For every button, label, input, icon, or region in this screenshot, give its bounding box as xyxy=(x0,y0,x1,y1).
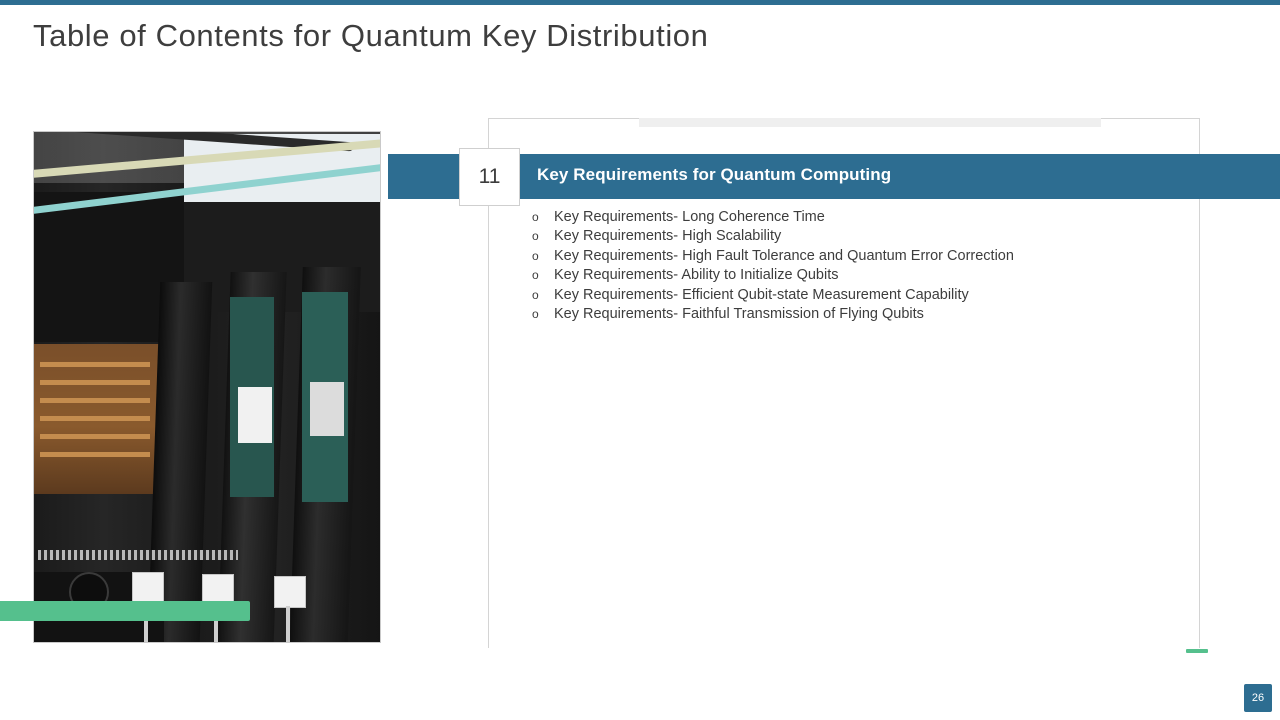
photo-brown-trace xyxy=(40,452,150,457)
section-heading: Key Requirements for Quantum Computing xyxy=(537,165,892,184)
top-accent-bar xyxy=(0,0,1280,5)
list-item-label: Key Requirements- Faithful Transmission of Flying Qubits xyxy=(554,306,924,323)
motherboard-photo xyxy=(33,131,381,643)
list-item-label: Key Requirements- Long Coherence Time xyxy=(554,209,825,225)
section-number-badge: 11 xyxy=(459,148,520,206)
circle-bullet-icon: o xyxy=(532,229,539,244)
circle-bullet-icon: o xyxy=(532,210,539,224)
green-accent-bar xyxy=(0,601,250,621)
list-item xyxy=(532,266,1192,285)
circle-bullet-icon: o xyxy=(532,307,539,322)
page-number-badge: 26 xyxy=(1244,684,1272,712)
photo-module-label xyxy=(310,382,344,436)
photo-brown-trace xyxy=(40,362,150,367)
list-item xyxy=(532,247,1192,266)
list-item xyxy=(532,227,1192,246)
photo-background xyxy=(34,132,380,642)
list-item-label: Key Requirements- High Fault Tolerance and Quantum Error Correction xyxy=(554,247,1014,264)
photo-brown-trace xyxy=(40,434,150,439)
top-accent-bar-inner xyxy=(0,0,1280,3)
list-item xyxy=(532,305,1192,324)
content-shadow-strip xyxy=(639,118,1101,127)
photo-brown-trace xyxy=(40,380,150,385)
circle-bullet-icon: o xyxy=(532,287,539,302)
photo-module-label xyxy=(238,387,272,443)
photo-jumper xyxy=(132,572,164,604)
list-item-label: Key Requirements- Efficient Qubit-state Measurement Capability xyxy=(554,286,969,303)
list-item-label: Key Requirements- High Scalability xyxy=(554,228,782,245)
list-item xyxy=(532,286,1192,305)
photo-jumper xyxy=(274,576,306,608)
photo-jumper-leg xyxy=(286,606,290,643)
photo-pin-strip xyxy=(38,550,238,560)
photo-brown-trace xyxy=(40,398,150,403)
bullet-list xyxy=(532,208,1192,324)
photo-brown-board xyxy=(34,344,164,494)
list-item-label: Key Requirements- Ability to Initialize Qubits xyxy=(554,267,839,284)
circle-bullet-icon: o xyxy=(532,248,539,263)
photo-brown-trace xyxy=(40,416,150,421)
circle-bullet-icon: o xyxy=(532,268,539,283)
list-item xyxy=(532,208,1192,227)
green-tick-marker xyxy=(1186,649,1208,653)
page-title: Table of Contents for Quantum Key Distribution xyxy=(33,18,709,53)
